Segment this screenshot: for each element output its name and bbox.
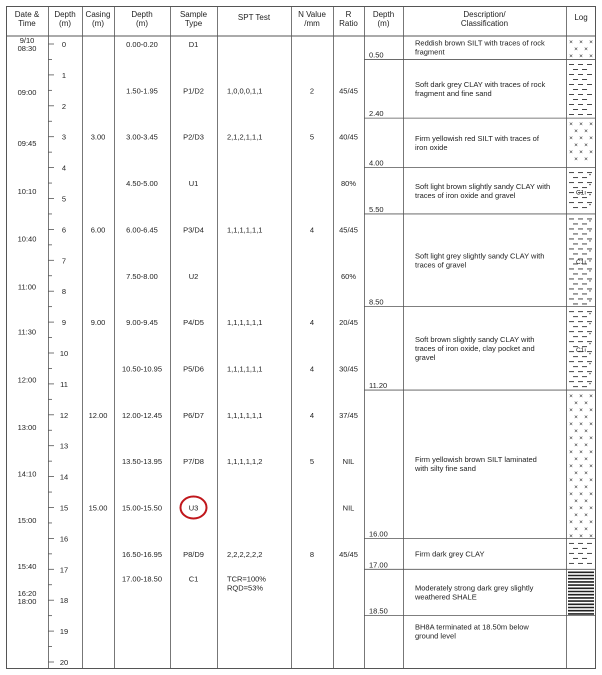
header-spt-test: SPT Test xyxy=(237,13,271,22)
svg-text:×: × xyxy=(569,463,573,471)
layer-depth: 18.50 xyxy=(369,606,388,616)
time-label: 9/10 xyxy=(19,36,35,45)
casing-value: 3.00 xyxy=(90,132,106,142)
sample-type: U3 xyxy=(188,503,199,513)
header-sample-depth: (m) xyxy=(136,19,148,28)
svg-text:×: × xyxy=(574,142,578,150)
header-casing: Casing xyxy=(85,10,111,19)
svg-text:×: × xyxy=(579,53,583,60)
time-label: 11:00 xyxy=(17,282,37,292)
header-description: Description/ xyxy=(463,10,506,19)
svg-text:×: × xyxy=(584,428,588,436)
layer-description: fragment xyxy=(415,47,445,57)
depth-scale-label: 8 xyxy=(61,287,67,297)
svg-text:×: × xyxy=(574,156,578,164)
layer-depth: 5.50 xyxy=(369,204,384,214)
svg-text:×: × xyxy=(574,512,578,520)
spt-test: TCR=100% xyxy=(227,574,266,584)
casing-value: 12.00 xyxy=(88,410,108,420)
header-n-value: N Value xyxy=(298,10,326,19)
svg-text:×: × xyxy=(569,53,573,60)
sample-type: P5/D6 xyxy=(183,364,204,374)
depth-scale-label: 16 xyxy=(59,534,69,544)
layer-depth: 11.20 xyxy=(369,381,388,391)
header-depth: Depth xyxy=(54,10,76,19)
spt-test: 1,1,1,1,1,1 xyxy=(227,410,263,420)
svg-text:×: × xyxy=(584,400,588,408)
svg-text:×: × xyxy=(584,470,588,478)
svg-text:×: × xyxy=(579,121,583,129)
svg-text:×: × xyxy=(589,463,593,471)
n-value: 5 xyxy=(309,457,315,467)
layer-description: Soft brown slightly sandy CLAY with xyxy=(415,334,535,344)
svg-text:×: × xyxy=(584,498,588,506)
depth-scale-label: 7 xyxy=(61,256,67,266)
spt-test: RQD=53% xyxy=(227,583,264,593)
sample-type: P7/D8 xyxy=(183,457,204,467)
depth-scale-label: 17 xyxy=(59,565,69,575)
log-pattern-clay xyxy=(569,64,592,114)
spt-test: 1,0,0,0,1,1 xyxy=(227,86,263,96)
svg-text:×: × xyxy=(579,491,583,499)
layer-description: Soft light grey slightly sandy CLAY with xyxy=(415,251,545,261)
header-depth: (m) xyxy=(59,19,71,28)
svg-text:×: × xyxy=(584,526,588,534)
layer-depth: 8.50 xyxy=(369,297,384,307)
sample-depth: 0.00-0.20 xyxy=(126,40,158,49)
time-label: 14:10 xyxy=(17,469,37,479)
time-label: 12:00 xyxy=(17,375,37,385)
casing-value: 6.00 xyxy=(90,225,106,235)
layer-description: Reddish brown SILT with traces of rock xyxy=(415,38,545,48)
svg-text:×: × xyxy=(574,498,578,506)
svg-text:×: × xyxy=(584,128,588,136)
header-sample-depth: Depth xyxy=(131,10,153,19)
sample-depth: 16.50-16.95 xyxy=(121,549,163,559)
log-pattern-silt xyxy=(569,39,593,60)
header-description: Classification xyxy=(460,19,509,28)
depth-scale-label: 11 xyxy=(60,379,68,389)
svg-text:×: × xyxy=(569,421,573,429)
svg-text:×: × xyxy=(574,526,578,534)
depth-scale-label: 6 xyxy=(61,225,67,235)
time-label: 09:00 xyxy=(17,87,37,97)
svg-text:C1ı: C1ı xyxy=(575,189,587,197)
header-layer-depth: (m) xyxy=(377,19,390,28)
svg-text:×: × xyxy=(584,414,588,422)
svg-text:×: × xyxy=(589,121,593,129)
sample-depth: 13.50-13.95 xyxy=(121,457,163,467)
sample-depth: 3.00-3.45 xyxy=(126,132,158,142)
svg-text:×: × xyxy=(584,46,588,53)
layer-description: Firm yellowish brown SILT laminated xyxy=(415,455,537,465)
svg-text:×: × xyxy=(574,484,578,492)
r-ratio: 45/45 xyxy=(339,549,358,559)
log-pattern-silt xyxy=(569,121,593,163)
depth-scale-label: 1 xyxy=(61,70,67,80)
layer-description: with silty fine sand xyxy=(415,464,476,474)
svg-text:×: × xyxy=(574,456,578,464)
svg-text:×: × xyxy=(574,442,578,450)
svg-text:×: × xyxy=(574,46,578,53)
sample-type: D1 xyxy=(188,40,199,49)
layer-depth: 2.40 xyxy=(369,109,384,119)
svg-text:×: × xyxy=(569,39,573,46)
svg-text:×: × xyxy=(589,519,593,527)
sample-type: C1 xyxy=(188,574,199,584)
svg-text:×: × xyxy=(574,470,578,478)
sample-type: P3/D4 xyxy=(183,225,204,235)
time-label: 09:45 xyxy=(17,138,37,148)
header-sample-type: Sample xyxy=(179,10,208,19)
depth-scale-label: 13 xyxy=(59,441,69,451)
time-label: 15:40 xyxy=(17,562,37,572)
log-pattern-silt xyxy=(569,393,593,540)
sample-type: P8/D9 xyxy=(183,549,204,559)
svg-text:×: × xyxy=(579,505,583,513)
header-log: Log xyxy=(574,13,588,22)
svg-text:×: × xyxy=(569,121,573,129)
svg-text:×: × xyxy=(579,393,583,401)
spt-test: 1,1,1,1,1,1 xyxy=(227,318,263,328)
n-value: 4 xyxy=(309,225,315,235)
depth-scale-label: 4 xyxy=(61,163,67,173)
sample-type: U2 xyxy=(188,271,199,281)
depth-scale-label: 5 xyxy=(61,194,67,204)
depth-scale-label: 19 xyxy=(59,627,69,637)
layer-description: traces of iron oxide, clay pocket and xyxy=(415,343,535,353)
svg-text:×: × xyxy=(589,449,593,457)
svg-text:×: × xyxy=(589,393,593,401)
r-ratio: 30/45 xyxy=(339,364,358,374)
time-label: 15:00 xyxy=(17,515,37,525)
header-r-ratio: R xyxy=(345,10,352,19)
layer-description: fragment and fine sand xyxy=(415,88,492,98)
depth-scale-label: 3 xyxy=(61,132,67,142)
spt-test: 1,1,1,1,1,1 xyxy=(227,364,263,374)
svg-text:×: × xyxy=(574,428,578,436)
casing-value: 15.00 xyxy=(88,503,108,513)
svg-text:×: × xyxy=(589,149,593,157)
svg-text:×: × xyxy=(579,421,583,429)
svg-text:×: × xyxy=(589,407,593,415)
n-value: 5 xyxy=(309,132,315,142)
svg-text:×: × xyxy=(569,505,573,513)
sample-type: P6/D7 xyxy=(183,410,204,420)
depth-scale-label: 9 xyxy=(61,318,67,328)
layer-description: Firm yellowish red SILT with traces of xyxy=(415,133,539,143)
spt-test: 2,1,2,1,1,1 xyxy=(227,132,263,142)
header-layer-depth: Depth xyxy=(372,10,395,19)
svg-text:×: × xyxy=(584,156,588,164)
svg-text:×: × xyxy=(569,393,573,401)
layer-description: Firm dark grey CLAY xyxy=(415,549,485,559)
layer-depth: 16.00 xyxy=(369,529,388,539)
header-r-ratio: Ratio xyxy=(339,19,358,28)
svg-text:×: × xyxy=(584,484,588,492)
log-pattern-sandyclay xyxy=(569,312,592,387)
layer-depth: 4.00 xyxy=(369,158,384,168)
time-label: 18:00 xyxy=(17,597,37,607)
depth-scale-label: 12 xyxy=(59,410,69,420)
termination-note: ground level xyxy=(415,631,456,641)
sample-type: U1 xyxy=(188,179,199,189)
header-sample-type: Type xyxy=(184,19,203,28)
sample-type: P2/D3 xyxy=(183,132,204,142)
layer-description: traces of iron oxide and gravel xyxy=(415,190,516,200)
svg-text:×: × xyxy=(589,435,593,443)
svg-text:×: × xyxy=(579,449,583,457)
depth-scale-label: 20 xyxy=(59,658,69,667)
depth-scale-label: 18 xyxy=(59,596,69,606)
svg-text:C1ı: C1ı xyxy=(575,346,587,354)
header-casing: (m) xyxy=(92,19,104,28)
svg-text:×: × xyxy=(584,442,588,450)
layer-depth: 17.00 xyxy=(369,560,388,570)
svg-text:×: × xyxy=(579,407,583,415)
layer-description: traces of gravel xyxy=(415,260,467,270)
r-ratio: 40/45 xyxy=(339,132,358,142)
n-value: 4 xyxy=(309,410,315,420)
sample-type: P1/D2 xyxy=(183,86,204,96)
svg-text:C1ı: C1ı xyxy=(575,258,587,266)
time-label: 10:10 xyxy=(17,186,37,196)
sample-depth: 15.00-15.50 xyxy=(121,503,163,513)
svg-text:×: × xyxy=(589,491,593,499)
svg-text:×: × xyxy=(584,512,588,520)
svg-text:×: × xyxy=(569,135,573,143)
header-date-time: Date & xyxy=(14,10,40,19)
r-ratio: 45/45 xyxy=(339,225,358,235)
svg-text:×: × xyxy=(589,53,593,60)
spt-test: 1,1,1,1,1,1 xyxy=(227,225,263,235)
sample-depth: 9.00-9.45 xyxy=(126,318,158,328)
layer-depth: 0.50 xyxy=(369,50,384,60)
svg-text:×: × xyxy=(579,519,583,527)
r-ratio: 20/45 xyxy=(339,318,358,328)
depth-scale-label: 2 xyxy=(61,101,67,111)
n-value: 4 xyxy=(309,318,315,328)
svg-text:×: × xyxy=(579,39,583,46)
svg-text:×: × xyxy=(579,135,583,143)
header-date-time: Time xyxy=(18,19,36,28)
svg-text:×: × xyxy=(574,400,578,408)
svg-text:×: × xyxy=(569,149,573,157)
depth-scale-label: 15 xyxy=(59,503,69,513)
time-label: 10:40 xyxy=(17,234,37,244)
layer-description: weathered SHALE xyxy=(415,592,477,602)
svg-text:×: × xyxy=(574,414,578,422)
svg-text:×: × xyxy=(579,435,583,443)
time-label: 13:00 xyxy=(17,423,37,433)
borehole-log-table xyxy=(6,6,596,669)
svg-text:×: × xyxy=(589,39,593,46)
sample-depth: 7.50-8.00 xyxy=(126,271,158,281)
time-label: 16:20 xyxy=(17,589,37,599)
svg-text:×: × xyxy=(569,435,573,443)
depth-scale-label: 14 xyxy=(59,472,69,482)
sample-depth: 6.00-6.45 xyxy=(126,225,158,235)
layer-description: Soft light brown slightly sandy CLAY with xyxy=(415,181,551,191)
svg-text:×: × xyxy=(584,142,588,150)
n-value: 2 xyxy=(309,86,315,96)
sample-depth: 10.50-10.95 xyxy=(121,364,163,374)
r-ratio: 37/45 xyxy=(339,410,358,420)
casing-value: 9.00 xyxy=(90,318,106,328)
svg-text:×: × xyxy=(569,407,573,415)
time-label: 08:30 xyxy=(17,44,37,53)
r-ratio: 45/45 xyxy=(339,86,358,96)
log-pattern-sandyclay xyxy=(569,173,592,208)
termination-note: BH8A terminated at 18.50m below xyxy=(415,622,529,632)
sample-depth: 1.50-1.95 xyxy=(126,86,158,96)
svg-text:×: × xyxy=(589,533,593,541)
svg-text:×: × xyxy=(589,135,593,143)
depth-scale-label: 10 xyxy=(59,349,69,358)
svg-text:×: × xyxy=(589,477,593,485)
svg-text:×: × xyxy=(584,456,588,464)
svg-text:×: × xyxy=(579,477,583,485)
layer-description: Soft dark grey CLAY with traces of rock xyxy=(415,79,546,89)
layer-description: Moderately strong dark grey slightly xyxy=(415,583,534,593)
r-ratio: NIL xyxy=(342,457,355,467)
n-value: 8 xyxy=(309,549,315,559)
sample-depth: 12.00-12.45 xyxy=(121,410,163,420)
spt-test: 1,1,1,1,1,2 xyxy=(227,457,263,467)
r-ratio: NIL xyxy=(342,503,355,513)
svg-text:×: × xyxy=(579,533,583,541)
svg-text:×: × xyxy=(569,477,573,485)
r-ratio: 80% xyxy=(340,179,357,189)
sample-depth: 4.50-5.00 xyxy=(126,179,158,189)
time-label: 11:30 xyxy=(17,327,37,337)
spt-test: 2,2,2,2,2,2 xyxy=(227,549,263,559)
svg-text:×: × xyxy=(569,449,573,457)
sample-depth: 17.00-18.50 xyxy=(121,574,163,584)
layer-description: iron oxide xyxy=(415,142,448,152)
svg-text:×: × xyxy=(579,463,583,471)
depth-scale-label: 0 xyxy=(61,40,67,49)
svg-text:×: × xyxy=(569,533,573,541)
svg-text:×: × xyxy=(579,149,583,157)
n-value: 4 xyxy=(309,364,315,374)
svg-text:×: × xyxy=(569,491,573,499)
log-pattern-shale xyxy=(568,572,594,614)
log-pattern-clay xyxy=(569,543,592,563)
svg-text:×: × xyxy=(589,421,593,429)
svg-text:×: × xyxy=(574,128,578,136)
log-pattern-sandyclay xyxy=(569,219,592,304)
borehole-log-sheet xyxy=(6,6,596,669)
layer-description: gravel xyxy=(415,352,436,362)
header-n-value: /mm xyxy=(304,19,320,28)
svg-text:×: × xyxy=(589,505,593,513)
svg-text:×: × xyxy=(569,519,573,527)
r-ratio: 60% xyxy=(340,271,357,281)
sample-type: P4/D5 xyxy=(183,318,204,328)
